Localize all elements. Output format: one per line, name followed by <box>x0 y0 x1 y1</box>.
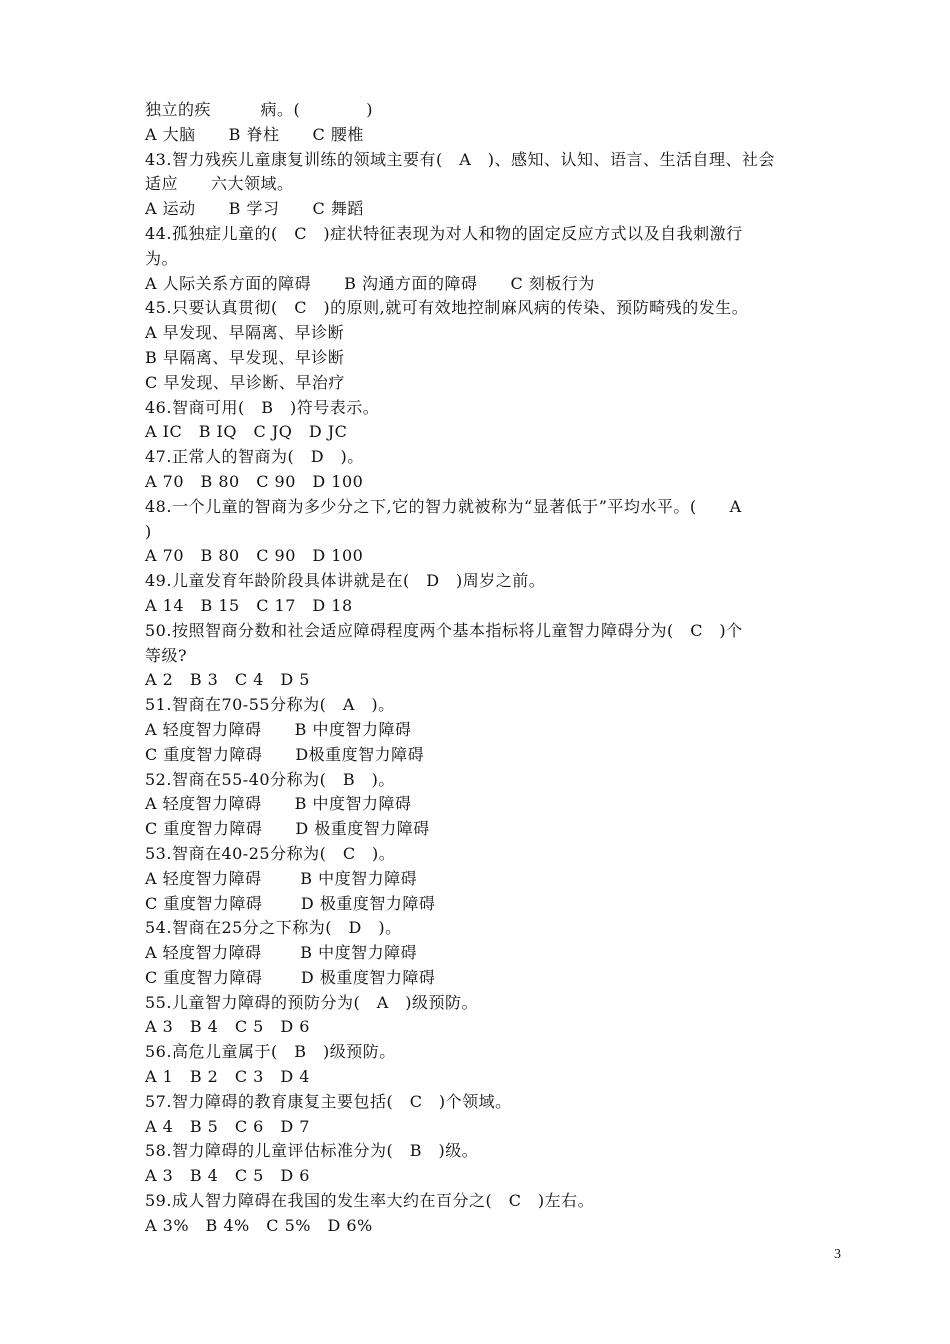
text-line: 56.高危儿童属于( B )级预防。 <box>145 1042 396 1062</box>
text-line: 50.按照智商分数和社会适应障碍程度两个基本指标将儿童智力障碍分为( C )个 <box>145 620 743 640</box>
text-line: 52.智商在55-40分称为( B )。 <box>145 769 395 789</box>
text-line: A 早发现、早隔离、早诊断 <box>145 323 345 343</box>
text-line: A 轻度智力障碍 B 中度智力障碍 <box>145 719 412 739</box>
text-line: 51.智商在70-55分称为( A )。 <box>145 695 395 715</box>
text-line: 独立的疾 病。( ) <box>145 100 373 119</box>
question-list <box>145 98 857 1239</box>
text-line: A 3% B 4% C 5% D 6% <box>145 1215 373 1235</box>
text-line: A 2 B 3 C 4 D 5 <box>145 670 310 690</box>
text-line: C 重度智力障碍 D 极重度智力障碍 <box>145 893 436 913</box>
text-line: B 早隔离、早发现、早诊断 <box>145 347 345 367</box>
text-line: A 大脑 B 脊柱 C 腰椎 <box>145 124 364 144</box>
text-line: A 3 B 4 C 5 D 6 <box>145 1017 310 1037</box>
text-line: 47.正常人的智商为( D )。 <box>145 447 364 467</box>
text-line: 44.孤独症儿童的( C )症状特征表现为对人和物的固定反应方式以及自我刺激行 <box>145 223 743 243</box>
text-line: 为。 <box>145 248 179 268</box>
text-line: 58.智力障碍的儿童评估标准分为( B )级。 <box>145 1141 479 1161</box>
text-line: 49.儿童发育年龄阶段具体讲就是在( D )周岁之前。 <box>145 571 546 591</box>
text-line: 46.智商可用( B )符号表示。 <box>145 397 380 417</box>
text-line: 54.智商在25分之下称为( D )。 <box>145 918 402 938</box>
text-line: 59.成人智力障碍在我国的发生率大约在百分之( C )左右。 <box>145 1191 595 1211</box>
text-line: A 1 B 2 C 3 D 4 <box>145 1067 310 1087</box>
text-line: C 重度智力障碍 D极重度智力障碍 <box>145 744 425 764</box>
text-line: A 3 B 4 C 5 D 6 <box>145 1166 310 1186</box>
text-line: A IC B IQ C JQ D JC <box>145 422 348 442</box>
text-line: A 70 B 80 C 90 D 100 <box>145 546 364 566</box>
text-line: 53.智商在40-25分称为( C )。 <box>145 843 396 863</box>
text-line: 43.智力残疾儿童康复训练的领域主要有( A )、感知、认知、语言、生活自理、社会 <box>145 149 775 169</box>
text-line: 45.只要认真贯彻( C )的原则,就可有效地控制麻风病的传染、预防畸残的发生。 <box>145 298 749 318</box>
text-line: A 轻度智力障碍 B 中度智力障碍 <box>145 943 418 963</box>
text-line: 55.儿童智力障碍的预防分为( A )级预防。 <box>145 992 478 1012</box>
text-line: 48.一个儿童的智商为多少分之下,它的智力就被称为“显著低于”平均水平。( A <box>145 496 742 516</box>
text-line: A 4 B 5 C 6 D 7 <box>145 1116 310 1136</box>
text-line: 57.智力障碍的教育康复主要包括( C )个领域。 <box>145 1091 512 1111</box>
text-line: ) <box>145 521 152 541</box>
text-line: 适应 六大领域。 <box>145 174 294 194</box>
text-line: A 14 B 15 C 17 D 18 <box>145 595 353 615</box>
page-number: 3 <box>834 1247 841 1262</box>
text-line: A 人际关系方面的障碍 B 沟通方面的障碍 C 刻板行为 <box>145 273 595 293</box>
text-line: A 轻度智力障碍 B 中度智力障碍 <box>145 794 412 814</box>
text-line: A 轻度智力障碍 B 中度智力障碍 <box>145 868 418 888</box>
text-line: C 重度智力障碍 D 极重度智力障碍 <box>145 967 436 987</box>
text-line: A 运动 B 学习 C 舞蹈 <box>145 199 364 219</box>
text-line: 等级? <box>145 645 188 665</box>
text-line: A 70 B 80 C 90 D 100 <box>145 471 364 491</box>
text-line: C 重度智力障碍 D 极重度智力障碍 <box>145 819 430 839</box>
text-line: C 早发现、早诊断、早治疗 <box>145 372 345 392</box>
